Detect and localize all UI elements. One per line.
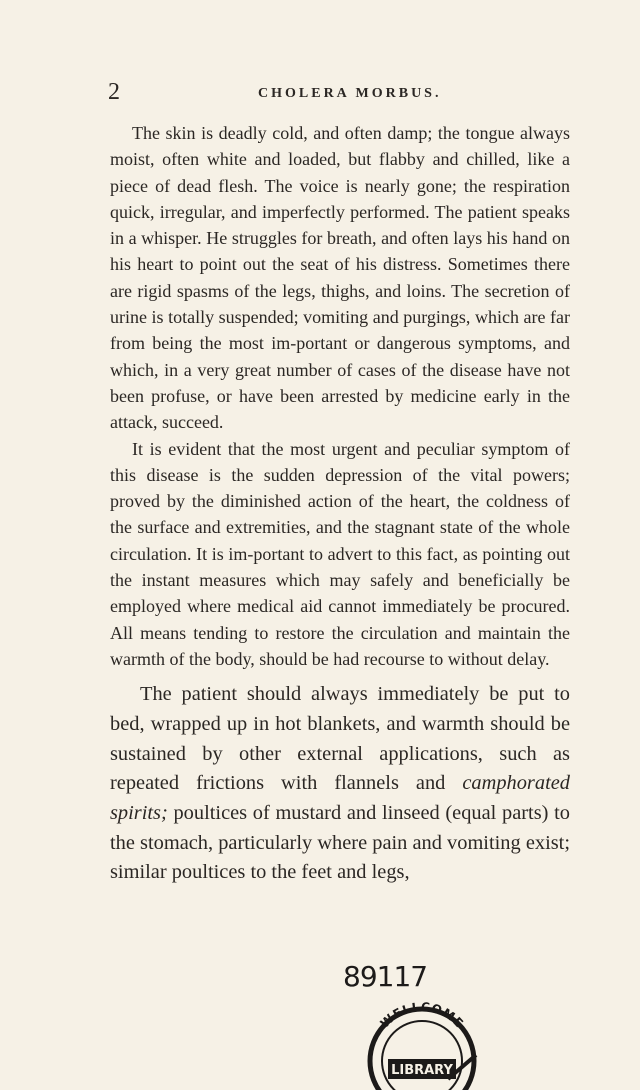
- paragraph-3: [110, 680, 570, 888]
- page-number: 2: [108, 79, 120, 105]
- stamp-top-text: WELLCOME: [377, 999, 467, 1031]
- body-text: [110, 120, 570, 888]
- paragraph-1: The skin is deadly cold, and often damp; the tongue always moist, often white and loaded, but flabby and chilled, like a piece of dead flesh. The voice is nearly gone; the respiration quick, irregular, and imperfectly performed. The patient speaks in a whisper. He struggles for breath, and often lays his hand on his heart to point out the seat of his distress. Sometimes there are rigid spasms of the legs, thighs, and loins. The secretion of urine is totally suspended; vomiting and purgings, which are far from being the most im-portant or dangerous symptoms, and which, in a very great number of cases of the disease have not been profuse, or have been arrested by medicine early in the attack, succeed.: [110, 123, 570, 433]
- library-stamp: [356, 995, 486, 1090]
- handwritten-shelfmark: 89117: [343, 960, 428, 993]
- stamp-center-text: LIBRARY: [391, 1063, 453, 1078]
- paragraph-2: It is evident that the most urgent and peculiar symptom of this disease is the sudden depression of the vital powers; proved by the diminished action of the heart, the coldness of the surface and extremities, and the stagnant state of the whole circulation. It is im-portant to advert to this fact, as pointing out the instant measures which may safely and beneficially be employed where medical aid cannot immediately be procured. All means tending to restore the circulation and maintain the warmth of the body, should be had recourse to without delay.: [110, 438, 570, 669]
- paragraph-3-text-end: poultices of mustard and linseed (equal parts) to the stomach, particularly where pain and vomiting exist; similar poultices to the feet and legs,: [110, 802, 570, 884]
- paragraph-3-text-start: The patient should always immediately be put to bed, wrapped up in hot blankets, and warmth should be sustained by other external applications, such as repeated frictions with flannels and: [110, 683, 570, 795]
- page-header: [108, 78, 628, 108]
- paragraph-3-italic-text: camphorated spirits;: [110, 772, 570, 825]
- svg-text:WELLCOME: [378, 1000, 467, 1031]
- running-head: CHOLERA MORBUS.: [258, 86, 442, 101]
